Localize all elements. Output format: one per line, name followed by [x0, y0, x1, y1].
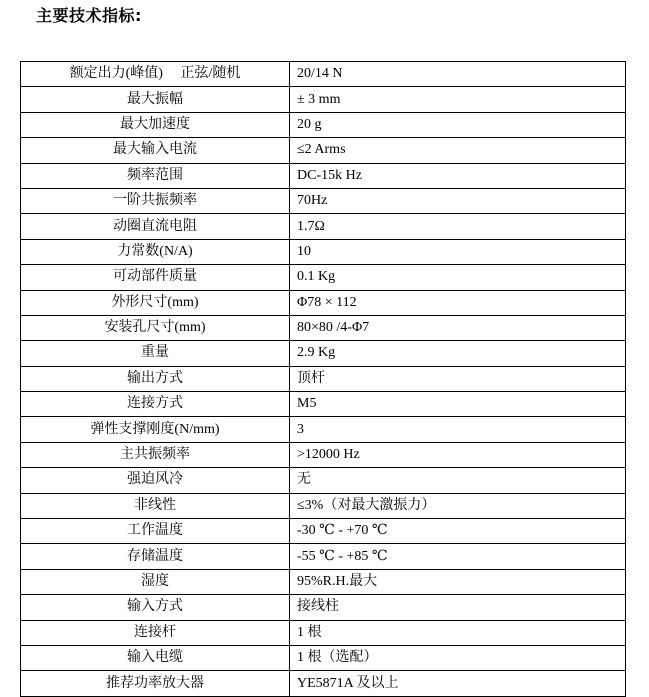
spec-value: -55 ℃ - +85 ℃	[290, 544, 626, 569]
spec-label: 湿度	[21, 569, 290, 594]
spec-value: 10	[290, 239, 626, 264]
spec-value: 20 g	[290, 112, 626, 137]
table-row	[21, 366, 626, 391]
table-row	[21, 87, 626, 112]
spec-label: 存储温度	[21, 544, 290, 569]
spec-value: 80×80 /4-Φ7	[290, 315, 626, 340]
spec-label: 输出方式	[21, 366, 290, 391]
spec-label: 频率范围	[21, 163, 290, 188]
spec-value: 70Hz	[290, 188, 626, 213]
table-row	[21, 163, 626, 188]
spec-value: 95%R.H.最大	[290, 569, 626, 594]
spec-value: 接线柱	[290, 595, 626, 620]
spec-table-body	[21, 62, 626, 697]
spec-label: 动圈直流电阻	[21, 214, 290, 239]
spec-value: ± 3 mm	[290, 87, 626, 112]
spec-value: DC-15k Hz	[290, 163, 626, 188]
spec-label: 最大加速度	[21, 112, 290, 137]
spec-label: 工作温度	[21, 519, 290, 544]
spec-label: 强迫风冷	[21, 468, 290, 493]
spec-value: ≤3%（对最大激振力）	[290, 493, 626, 518]
spec-label: 力常数(N/A)	[21, 239, 290, 264]
table-row	[21, 417, 626, 442]
spec-value: ≤2 Arms	[290, 138, 626, 163]
spec-value: 2.9 Kg	[290, 341, 626, 366]
table-row	[21, 493, 626, 518]
spec-value: >12000 Hz	[290, 442, 626, 467]
spec-label: 重量	[21, 341, 290, 366]
table-row	[21, 544, 626, 569]
spec-label: 外形尺寸(mm)	[21, 290, 290, 315]
spec-value: YE5871A 及以上	[290, 671, 626, 696]
table-row	[21, 265, 626, 290]
spec-label: 连接杆	[21, 620, 290, 645]
table-row	[21, 239, 626, 264]
table-row	[21, 315, 626, 340]
table-row	[21, 519, 626, 544]
table-row	[21, 62, 626, 87]
spec-label: 额定出力(峰值) 正弦/随机	[21, 62, 290, 87]
spec-value: Φ78 × 112	[290, 290, 626, 315]
table-row	[21, 595, 626, 620]
page-title: 主要技术指标:	[36, 6, 142, 25]
spec-label: 弹性支撑刚度(N/mm)	[21, 417, 290, 442]
table-row	[21, 645, 626, 670]
spec-value: -30 ℃ - +70 ℃	[290, 519, 626, 544]
table-row	[21, 341, 626, 366]
spec-value: 1 根	[290, 620, 626, 645]
spec-value: 3	[290, 417, 626, 442]
spec-label: 可动部件质量	[21, 265, 290, 290]
spec-value: 1.7Ω	[290, 214, 626, 239]
spec-label: 最大输入电流	[21, 138, 290, 163]
spec-label: 一阶共振频率	[21, 188, 290, 213]
table-row	[21, 138, 626, 163]
table-row	[21, 392, 626, 417]
spec-value: 1 根（选配）	[290, 645, 626, 670]
spec-label: 输入电缆	[21, 645, 290, 670]
spec-label: 最大振幅	[21, 87, 290, 112]
table-row	[21, 112, 626, 137]
table-row	[21, 620, 626, 645]
spec-label: 主共振频率	[21, 442, 290, 467]
spec-label: 安装孔尺寸(mm)	[21, 315, 290, 340]
spec-value: 无	[290, 468, 626, 493]
spec-table	[20, 61, 626, 697]
spec-label: 连接方式	[21, 392, 290, 417]
spec-value: 20/14 N	[290, 62, 626, 87]
table-row	[21, 442, 626, 467]
spec-value: 0.1 Kg	[290, 265, 626, 290]
table-row	[21, 188, 626, 213]
spec-label: 输入方式	[21, 595, 290, 620]
spec-label: 推荐功率放大器	[21, 671, 290, 696]
table-row	[21, 569, 626, 594]
table-row	[21, 671, 626, 696]
table-row	[21, 214, 626, 239]
table-row	[21, 290, 626, 315]
spec-label: 非线性	[21, 493, 290, 518]
spec-value: M5	[290, 392, 626, 417]
spec-value: 顶杆	[290, 366, 626, 391]
table-row	[21, 468, 626, 493]
